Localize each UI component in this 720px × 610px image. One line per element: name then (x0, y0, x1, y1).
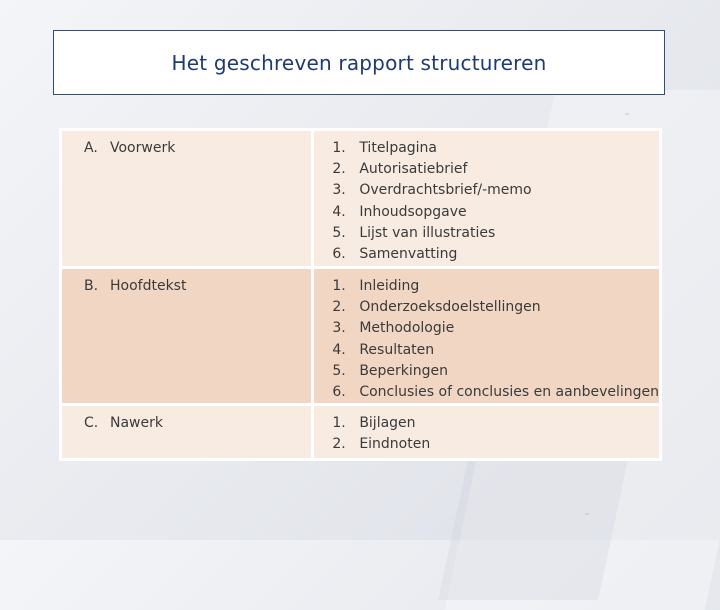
list-item (332, 138, 659, 159)
table-row (61, 130, 661, 268)
table-row (61, 405, 661, 460)
list-item (332, 361, 659, 382)
item-list (314, 406, 659, 455)
item-text: Lijst van illustraties (359, 224, 496, 241)
item-text: Inleiding (359, 278, 420, 294)
items-cell (313, 405, 661, 460)
list-item (332, 297, 659, 318)
item-number: 1. (332, 140, 346, 156)
list-item (332, 318, 659, 339)
section-letter: A. (84, 140, 98, 156)
slide-title: Het geschreven rapport structureren (171, 50, 547, 75)
item-number: 4. (332, 203, 346, 220)
list-item (332, 244, 659, 265)
item-number: 5. (332, 224, 346, 241)
item-number: 2. (332, 161, 346, 178)
list-item (332, 434, 659, 455)
item-text: Methodologie (359, 320, 455, 337)
section-letter: B. (84, 278, 99, 294)
item-number: 6. (332, 384, 346, 401)
list-item (332, 382, 659, 403)
section-cell (61, 268, 313, 405)
background-mark: ˉ (584, 512, 590, 526)
list-item (332, 413, 659, 434)
section-name: Hoofdtekst (110, 278, 187, 294)
section-name: Nawerk (110, 415, 163, 432)
item-text: Resultaten (359, 341, 435, 358)
items-cell (313, 268, 661, 405)
section-letter: C. (84, 415, 99, 432)
section-heading (62, 406, 311, 434)
section-name: Voorwerk (110, 140, 176, 156)
items-cell (313, 130, 661, 268)
list-item (332, 340, 659, 361)
item-text: Samenvatting (359, 246, 458, 263)
item-text: Autorisatiebrief (359, 161, 468, 178)
item-number: 3. (332, 320, 346, 337)
item-number: 6. (332, 246, 346, 263)
table-row (61, 268, 661, 405)
list-item (332, 180, 659, 201)
item-text: Inhoudsopgave (359, 203, 467, 220)
item-number: 3. (332, 182, 346, 199)
section-cell (61, 130, 313, 268)
item-number: 1. (332, 415, 346, 432)
item-text: Onderzoeksdoelstellingen (359, 299, 541, 316)
item-list (314, 131, 659, 265)
section-heading (62, 269, 311, 297)
section-cell (61, 405, 313, 460)
list-item (332, 202, 659, 223)
list-item (332, 276, 659, 297)
section-heading (62, 131, 311, 159)
slide-title-box (53, 30, 665, 95)
report-structure-table (59, 128, 662, 461)
item-text: Titelpagina (359, 140, 438, 156)
item-number: 2. (332, 299, 346, 316)
item-number: 4. (332, 341, 346, 358)
item-text: Bijlagen (359, 415, 416, 432)
item-number: 2. (332, 436, 346, 453)
background-mark: ˉ (624, 112, 630, 126)
item-number: 1. (332, 278, 346, 294)
item-number: 5. (332, 362, 346, 379)
item-text: Eindnoten (359, 436, 431, 453)
item-text: Overdrachtsbrief/-memo (359, 182, 532, 199)
item-text: Beperkingen (359, 362, 449, 379)
item-list (314, 269, 659, 403)
item-text: Conclusies of conclusies en aanbevelingen (359, 384, 659, 401)
list-item (332, 223, 659, 244)
list-item (332, 159, 659, 180)
